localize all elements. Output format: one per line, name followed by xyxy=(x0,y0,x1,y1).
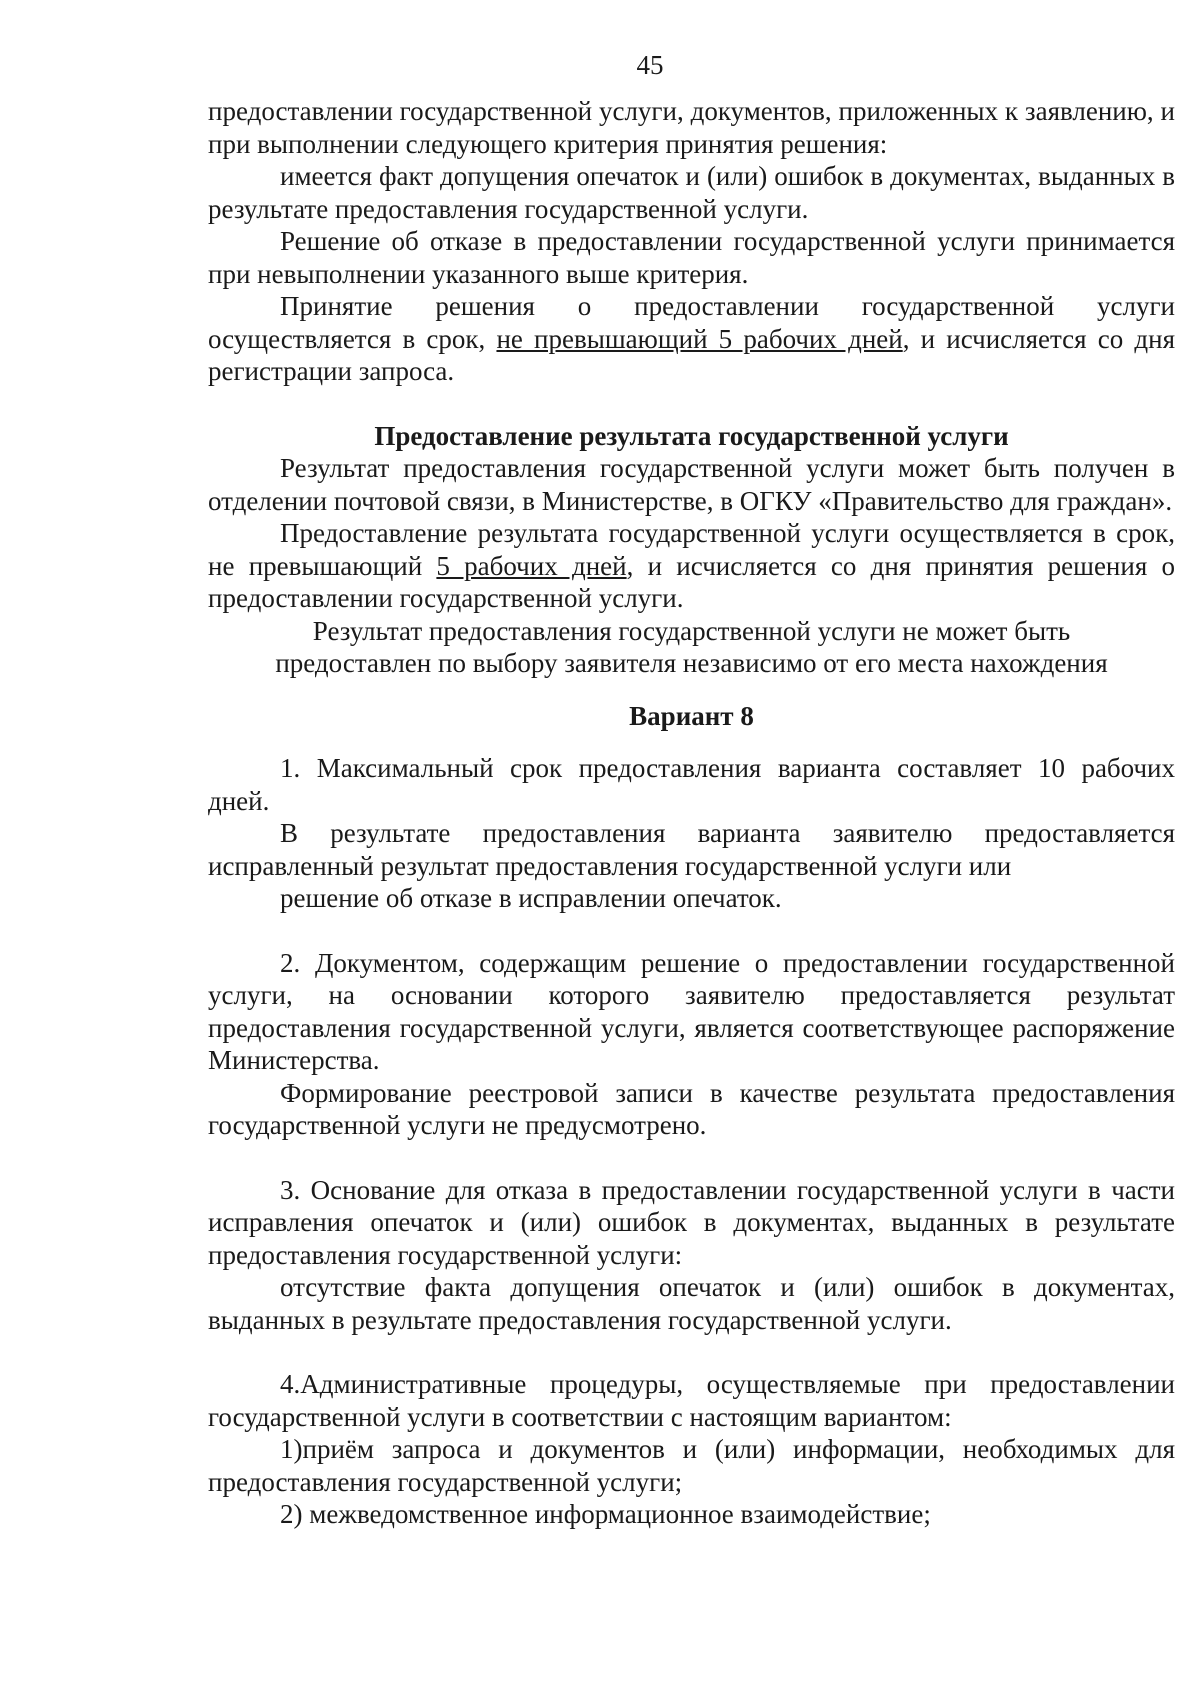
document-body xyxy=(208,95,1175,1531)
paragraph: В результате предоставления варианта заявителю предоставляется исправленный результат предоставления государственной услуги или xyxy=(208,818,1175,881)
paragraph: 4.Административные процедуры, осуществляемые при предоставлении государственной услуги в соответствии с настоящим вариантом: xyxy=(208,1369,1175,1432)
paragraph: 3. Основание для отказа в предоставлении государственной услуги в части исправления опечаток и (или) ошибок в документах, выданных в результате предоставления государственной услуги: xyxy=(208,1174,1175,1270)
paragraph-line: предоставлен по выбору заявителя независимо от его места нахождения xyxy=(275,648,1108,678)
list-item: 2) межведомственное информационное взаимодействие; xyxy=(280,1499,931,1529)
paragraph: 2. Документом, содержащим решение о предоставлении государственной услуги, на основании которого заявителю предоставляется результат предоставления государственной услуги, является соответствующее распоряжение Министерства. xyxy=(208,947,1175,1075)
paragraph: 1. Максимальный срок предоставления варианта составляет 10 рабочих дней. xyxy=(208,753,1175,816)
paragraph: Решение об отказе в предоставлении государственной услуги принимается при невыполнении указанного выше критерия. xyxy=(208,226,1175,289)
section-heading-result: Предоставление результата государственной услуги xyxy=(374,420,1009,451)
paragraph: Принятие решения о предоставлении государственной услуги осуществляется в срок, не превышающий 5 рабочих дней, и исчисляется со дня регистрации запроса. xyxy=(208,291,1175,386)
underlined-deadline: не превышающий 5 рабочих дней xyxy=(496,323,903,354)
paragraph: отсутствие факта допущения опечаток и (или) ошибок в документах, выданных в результате предоставления государственной услуги. xyxy=(208,1272,1175,1335)
paragraph: Результат предоставления государственной услуги может быть получен в отделении почтовой связи, в Министерстве, в ОГКУ «Правительство для граждан». xyxy=(208,453,1175,516)
paragraph: предоставлении государственной услуги, документов, приложенных к заявлению, и при выполнении следующего критерия принятия решения: xyxy=(208,96,1175,159)
paragraph: решение об отказе в исправлении опечаток. xyxy=(280,883,782,913)
paragraph: имеется факт допущения опечаток и (или) ошибок в документах, выданных в результате предоставления государственной услуги. xyxy=(208,161,1175,224)
section-heading-variant: Вариант 8 xyxy=(629,700,754,731)
page-number: 45 xyxy=(636,50,664,80)
paragraph: Формирование реестровой записи в качестве результата предоставления государственной услуги не предусмотрено. xyxy=(208,1077,1175,1140)
list-item: 1)приём запроса и документов и (или) информации, необходимых для предоставления государственной услуги; xyxy=(208,1434,1175,1497)
paragraph: Предоставление результата государственной услуги осуществляется в срок, не превышающий 5 рабочих дней, и исчисляется со дня принятия решения о предоставлении государственной услуги. xyxy=(208,518,1175,613)
paragraph-line: Результат предоставления государственной услуги не может быть xyxy=(312,615,1071,646)
underlined-deadline: 5 рабочих дней xyxy=(436,550,627,581)
